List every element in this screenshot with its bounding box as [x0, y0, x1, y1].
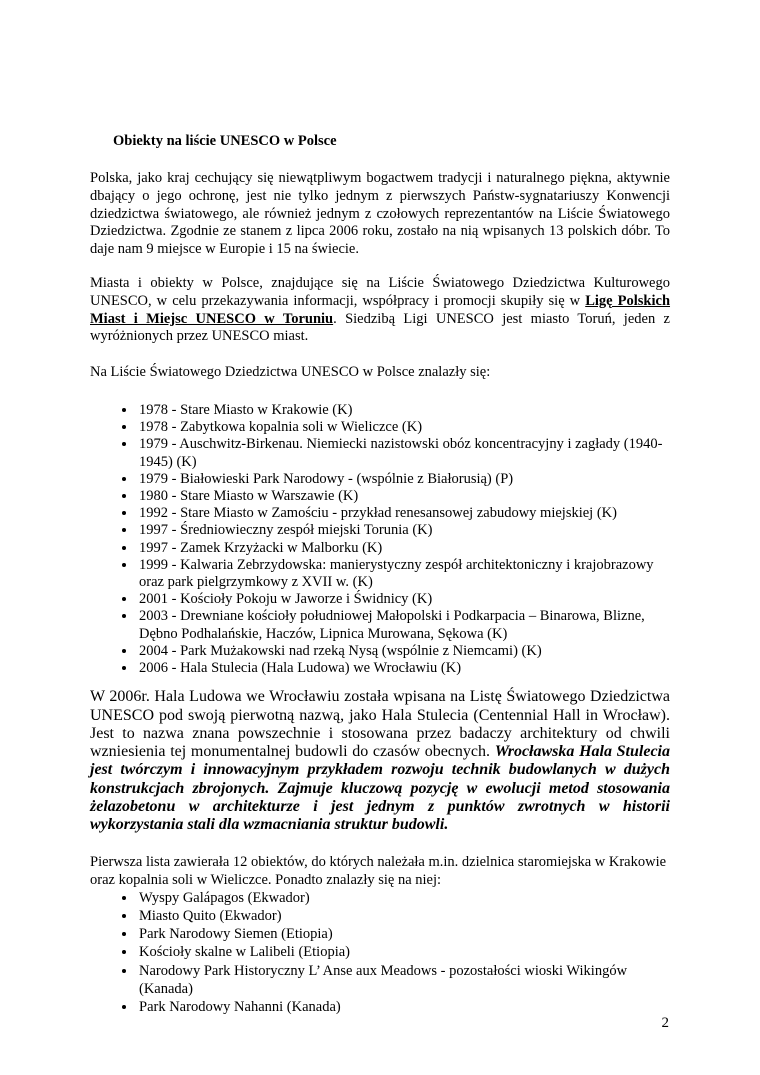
list-item: • Park Narodowy Nahanni (Kanada): [137, 998, 670, 1016]
list-item: • Wyspy Galápagos (Ekwador): [137, 889, 670, 907]
list-item: • 1997 - Średniowieczny zespół miejski Torunia (K): [137, 522, 670, 539]
league-paragraph: [90, 275, 670, 346]
list-item: • 2006 - Hala Stulecia (Hala Ludowa) we Wrocławiu (K): [137, 660, 670, 677]
list-item: • 1997 - Zamek Krzyżacki w Malborku (K): [137, 540, 670, 557]
page-title: Obiekty na liście UNESCO w Polsce: [113, 133, 337, 149]
first-list-paragraph: Pierwsza lista zawierała 12 obiektów, do których należała m.in. dzielnica staromiejska w Krakowie oraz kopalnia soli w Wieliczce. Ponadto znalazły się na niej:: [90, 853, 667, 888]
intro-paragraph: Polska, jako kraj cechujący się niewątpliwym bogactwem tradycji i naturalnego piękna, aktywnie dbający o jego ochronę, jest nie tylko jednym z pierwszych Państw-sygnatariuszy Konwencji dziedzictwa światowego, ale również jednym z czołowych reprezentantów na Liście Światowego Dziedzictwa. Zgodnie ze stanem z lipca 2006 roku, zostało na nią wpisanych 13 polskich dóbr. To daje nam 9 miejsce w Europie i 15 na świecie.: [90, 170, 670, 258]
hala-emphasis: Wrocławska Hala Stulecia jest twórczym i innowacyjnym przykładem rozwoju technik budowlanych w dużych konstrukcjach zbrojonych. Zajmuje kluczową pozycję w ewolucji metod stosowania żelazobetonu w architekturze i jest jednym z punktów zwrotnych w historii wykorzystania stali dla wzmacniania struktur budowli.: [90, 743, 670, 834]
page-number: 2: [661, 1015, 669, 1031]
league-text-after: . Siedzibą Ligi UNESCO jest miasto Toruń, jeden z wyróżnionych przez UNESCO miast.: [90, 310, 670, 345]
list-item: • 2001 - Kościoły Pokoju w Jaworze i Świdnicy (K): [137, 591, 670, 608]
poland-sites-list: [90, 402, 670, 677]
list-item: • 1978 - Zabytkowa kopalnia soli w Wieliczce (K): [137, 419, 670, 436]
list-item: • 1992 - Stare Miasto w Zamościu - przykład renesansowej zabudowy miejskiej (K): [137, 505, 670, 522]
hala-paragraph: [90, 688, 670, 834]
league-text-before: Miasta i obiekty w Polsce, znajdujące się na Liście Światowego Dziedzictwa Kulturowego UNESCO, w celu przekazywania informacji, współpracy i promocji skupiły się w: [90, 274, 670, 309]
list-item: • 1979 - Auschwitz-Birkenau. Niemiecki nazistowski obóz koncentracyjny i zagłady (1940-1945) (K): [137, 436, 670, 470]
list-item: • Miasto Quito (Ekwador): [137, 907, 670, 925]
list-item: • 2003 - Drewniane kościoły południowej Małopolski i Podkarpacia – Binarowa, Blizne, Dębno Podhalańskie, Haczów, Lipnica Murowana, Sękowa (K): [137, 608, 670, 642]
list-item: • 1978 - Stare Miasto w Krakowie (K): [137, 402, 670, 419]
list-item: • 1979 - Białowieski Park Narodowy - (wspólnie z Białorusią) (P): [137, 471, 670, 488]
list-item: • 1999 - Kalwaria Zebrzydowska: manierystyczny zespół architektoniczny i krajobrazowy oraz park pielgrzymkowy z XVII w. (K): [137, 557, 670, 591]
list-item: • 1980 - Stare Miasto w Warszawie (K): [137, 488, 670, 505]
list-item: • Park Narodowy Siemen (Etiopia): [137, 925, 670, 943]
league-link[interactable]: Ligę Polskich Miast i Miejsc UNESCO w Toruniu: [90, 292, 671, 327]
list-item: • 2004 - Park Mużakowski nad rzeką Nysą (wspólnie z Niemcami) (K): [137, 643, 670, 660]
hala-text: W 2006r. Hala Ludowa we Wrocławiu została wpisana na Listę Światowego Dziedzictwa UNESCO pod swoją pierwotną nazwą, jako Hala Stulecia (Centennial Hall in Wrocław). Jest to nazwa znana powszechnie i stosowana przez badaczy architektury od chwili wzniesienia tej monumentalnej budowli do czasów obecnych.: [90, 688, 670, 761]
list-item: • Narodowy Park Historyczny L’ Anse aux Meadows - pozostałości wioski Wikingów (Kanada): [137, 962, 670, 999]
first-list-sites: [90, 889, 670, 1017]
list-item: • Kościoły skalne w Lalibeli (Etiopia): [137, 943, 670, 961]
list-intro-paragraph: Na Liście Światowego Dziedzictwa UNESCO w Polsce znalazły się:: [90, 364, 491, 381]
document-body: [90, 132, 670, 1017]
